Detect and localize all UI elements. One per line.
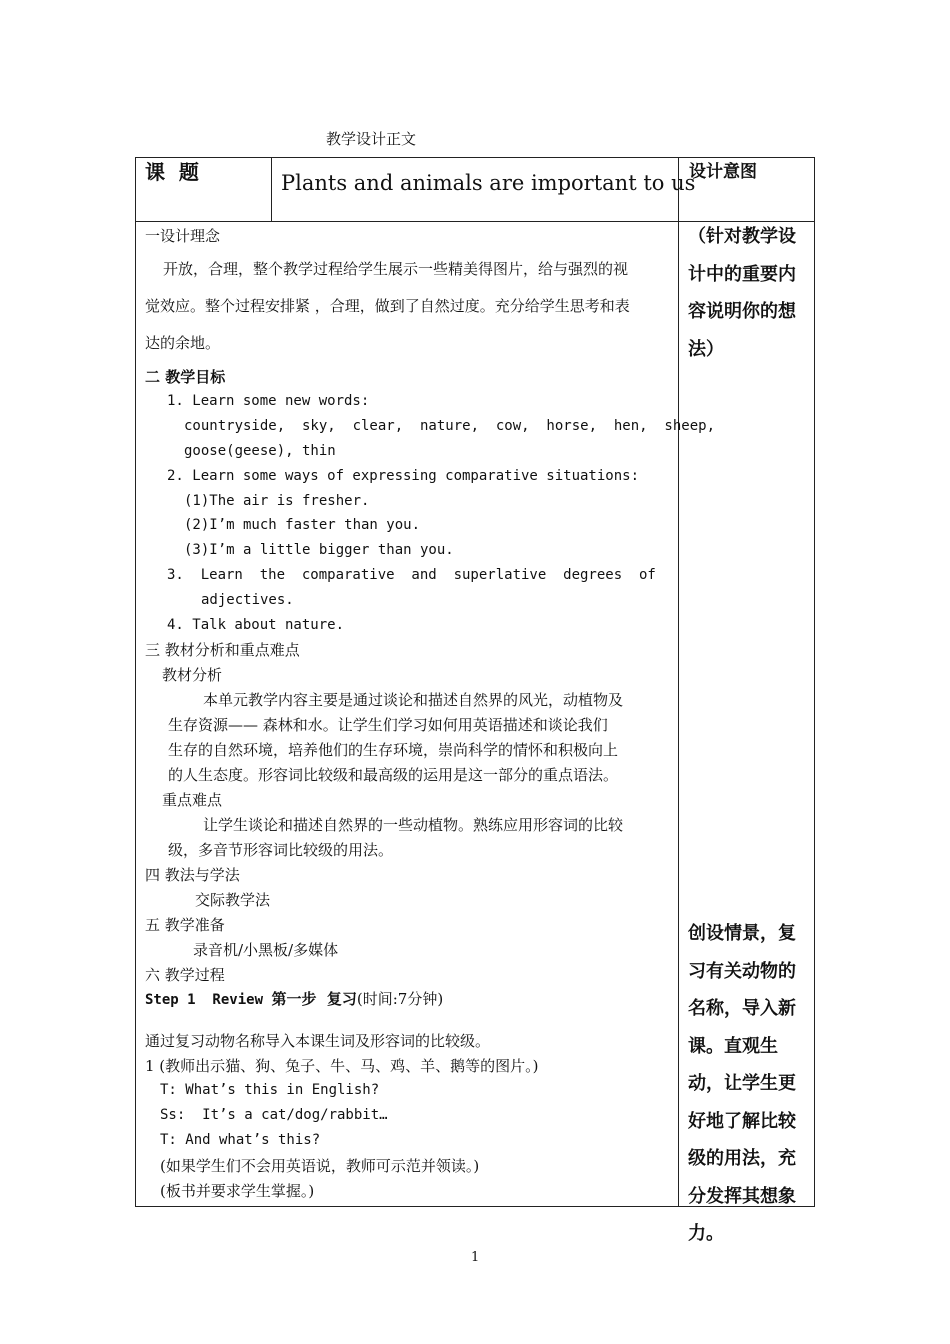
analysis-line: 生存的自然环境，培养他们的生存环境，崇尚科学的情怀和积极向上 (168, 741, 619, 759)
objective-line: goose(geese), thin (184, 443, 336, 459)
key-point-line: 让学生谈论和描述自然界的一些动植物。熟练应用形容词的比较 (203, 816, 624, 834)
objective-line: 4. Talk about nature. (167, 617, 345, 633)
doc-title: 教学设计正文 (326, 130, 417, 148)
section-1-line-2: 觉效应。整个过程安排紧 ，合理，做到了自然过度。充分给学生思考和表 (145, 297, 630, 315)
side-note-2: 创设情景，复习有关动物的名称，导入新课。直观生动，让学生更好地了解比较级的用法，充分发挥其想象力。 (688, 923, 796, 1244)
page-number: 1 (471, 1250, 480, 1265)
objective-line: adjectives. (201, 592, 294, 608)
section-1-line-1: 开放，合理，整个教学过程给学生展示一些精美得图片，给与强烈的视 (163, 260, 629, 278)
section-1-heading: 一设计理念 (145, 227, 221, 245)
section-3-sub-1: 教材分析 (162, 666, 223, 684)
section-3-sub-2: 重点难点 (162, 791, 223, 809)
step-1-line: T: What’s this in English? (160, 1082, 380, 1098)
objective-line: 3. Learn the comparative and superlative degrees of (167, 567, 656, 583)
step-1-line: Ss: It’s a cat/dog/rabbit… (160, 1107, 388, 1123)
step-1-intro: 通过复习动物名称导入本课生词及形容词的比较级。 (145, 1032, 491, 1050)
step-1-line: T: And what’s this? (160, 1132, 321, 1148)
section-1-line-3: 达的余地。 (145, 334, 221, 352)
section-2-heading: 二 教学目标 (145, 368, 226, 386)
topic-label: 课 题 (145, 160, 199, 184)
step-1-line: 1 (教师出示猫、狗、兔子、牛、马、鸡、羊、鹅等的图片。) (145, 1057, 539, 1075)
step-1-en: Step 1 Review (145, 992, 272, 1008)
analysis-line: 的人生态度。形容词比较级和最高级的运用是这一部分的重点语法。 (168, 766, 619, 784)
step-1-line: (板书并要求学生掌握。) (160, 1182, 315, 1200)
section-6-heading: 六 教学过程 (145, 966, 225, 984)
step-1-line: (如果学生们不会用英语说，教师可示范并领读。) (160, 1157, 480, 1175)
table-divider-right (678, 157, 679, 1207)
analysis-line: 本单元教学内容主要是通过谈论和描述自然界的风光，动植物及 (203, 691, 624, 709)
section-3-heading: 三 教材分析和重点难点 (145, 641, 300, 659)
section-4-heading: 四 教法与学法 (145, 866, 240, 884)
step-1-time: (时间:7分钟) (356, 990, 444, 1008)
table-divider-topic (271, 157, 272, 222)
step-1-heading (145, 990, 443, 1009)
section-4-text: 交际教学法 (195, 891, 271, 909)
objective-line: (2)I’m much faster than you. (184, 517, 421, 533)
step-1-cn: 第一步 复习 (271, 990, 357, 1008)
objective-line: (1)The air is fresher. (184, 493, 370, 509)
section-5-text: 录音机/小黑板/多媒体 (193, 941, 339, 959)
topic-value: Plants and animals are important to us (281, 171, 696, 195)
objective-line: countryside, sky, clear, nature, cow, horse, hen, sheep, (184, 418, 716, 434)
objective-line: 2. Learn some ways of expressing comparative situations: (167, 468, 640, 484)
objective-line: (3)I’m a little bigger than you. (184, 542, 454, 558)
key-point-line: 级，多音节形容词比较级的用法。 (168, 841, 394, 859)
side-note-1: （针对教学设计中的重要内容说明你的想法） (688, 226, 796, 360)
objective-line: 1. Learn some new words: (167, 393, 370, 409)
analysis-line: 生存资源—— 森林和水。让学生们学习如何用英语描述和谈论我们 (168, 716, 608, 734)
intent-label: 设计意图 (689, 162, 757, 182)
section-5-heading: 五 教学准备 (145, 916, 225, 934)
